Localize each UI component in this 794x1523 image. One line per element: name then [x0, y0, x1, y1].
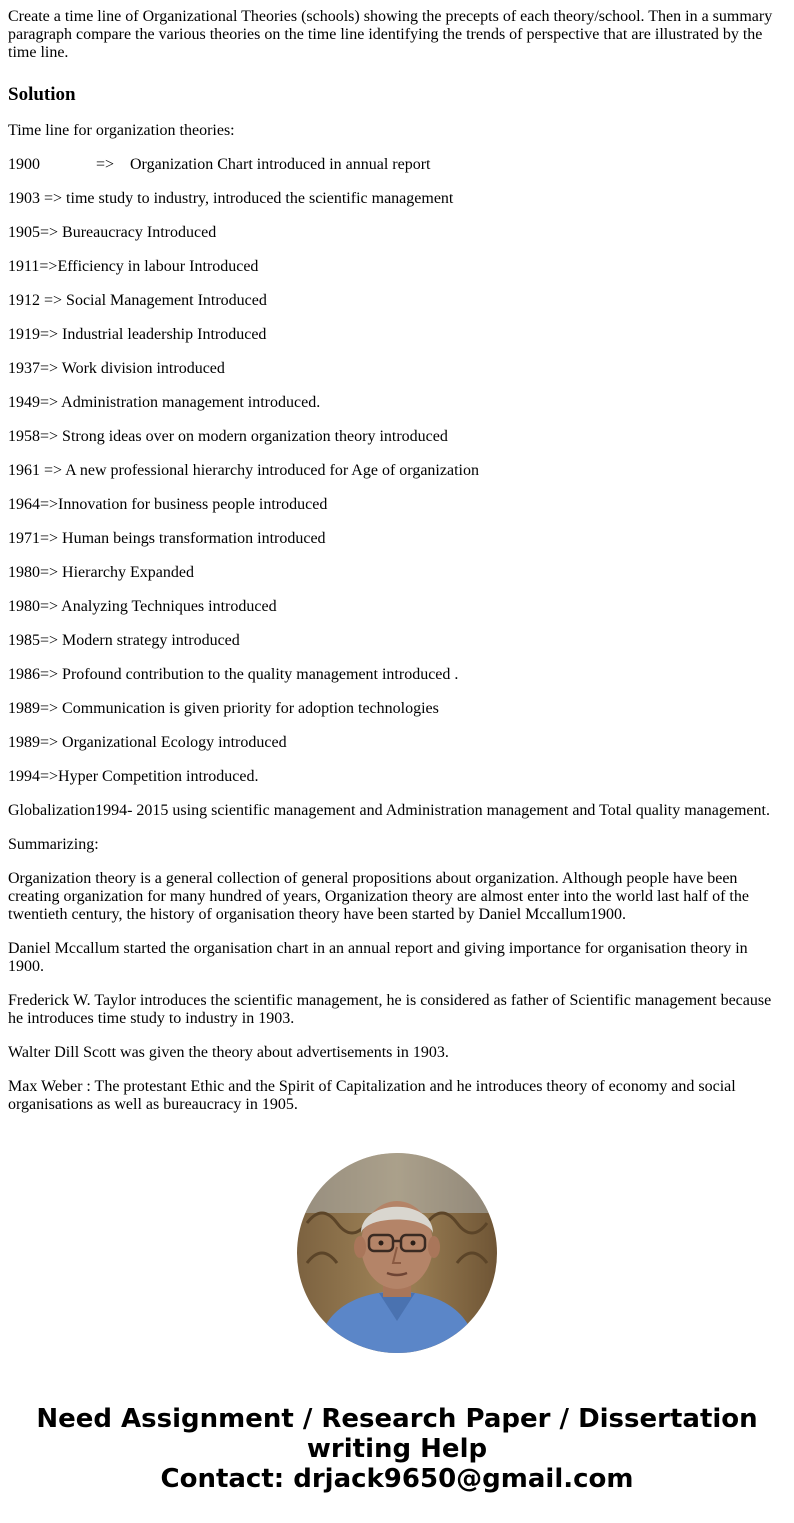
timeline-entry: 1937=> Work division introduced [8, 360, 225, 377]
summary-paragraph: Walter Dill Scott was given the theory about advertisements in 1903. [8, 1044, 449, 1061]
timeline-entry: 1980=> Hierarchy Expanded [8, 564, 194, 581]
solution-heading: Solution [8, 84, 76, 105]
timeline-entry: 1989=> Communication is given priority for adoption technologies [8, 700, 439, 717]
timeline-entry: 1986=> Profound contribution to the quality management introduced . [8, 666, 459, 683]
timeline-intro: Time line for organization theories: [8, 122, 235, 139]
timeline-year: 1900 [8, 156, 40, 173]
timeline-entry: 1964=>Innovation for business people introduced [8, 496, 328, 513]
summary-paragraph: Frederick W. Taylor introduces the scientific management, he is considered as father of Scientific management because he introduces time study to industry in 1903. [8, 992, 772, 1027]
timeline-entry-globalization: Globalization1994- 2015 using scientific management and Administration management and Total quality management. [8, 802, 770, 819]
document-content [8, 8, 778, 1130]
timeline-entry: 1971=> Human beings transformation introduced [8, 530, 326, 547]
timeline-entry: 1912 => Social Management Introduced [8, 292, 267, 309]
timeline-entry: 1980=> Analyzing Techniques introduced [8, 598, 277, 615]
timeline-entry: 1911=>Efficiency in labour Introduced [8, 258, 259, 275]
timeline-arrow: => [96, 156, 115, 173]
question-text: Create a time line of Organizational Theories (schools) showing the precepts of each theory/school. Then in a summary paragraph compare the various theories on the time line identifying the trends of perspective that are illustrated by the time line. [8, 8, 773, 61]
footer-banner [0, 1404, 794, 1494]
timeline-entry: 1961 => A new professional hierarchy introduced for Age of organization [8, 462, 479, 479]
timeline-entry: 1919=> Industrial leadership Introduced [8, 326, 267, 343]
timeline-entry-1900 [8, 156, 778, 174]
timeline-entry: 1905=> Bureaucracy Introduced [8, 224, 217, 241]
timeline-entry: 1989=> Organizational Ecology introduced [8, 734, 287, 751]
timeline-entry: 1994=>Hyper Competition introduced. [8, 768, 259, 785]
timeline-entry: 1903 => time study to industry, introduced the scientific management [8, 190, 454, 207]
summary-paragraph: Organization theory is a general collection of general propositions about organization. Although people have been creating organization for many hundred of years, Organization theory are almost enter into the world last half of the twentieth century, the history of organisation theory have been started by Daniel Mccallum1900. [8, 870, 749, 923]
summary-paragraph: Daniel Mccallum started the organisation chart in an annual report and giving importance for organisation theory in 1900. [8, 940, 748, 975]
timeline-entry: 1958=> Strong ideas over on modern organization theory introduced [8, 428, 448, 445]
footer-help-line: Need Assignment / Research Paper / Dissertation writing Help [36, 1404, 758, 1464]
timeline-entry: 1949=> Administration management introduced. [8, 394, 321, 411]
summary-heading: Summarizing: [8, 836, 99, 853]
timeline-text: Organization Chart introduced in annual report [130, 156, 431, 173]
timeline-entry: 1985=> Modern strategy introduced [8, 632, 240, 649]
author-avatar [297, 1153, 497, 1353]
avatar-portrait [297, 1153, 497, 1353]
footer-contact-line: Contact: drjack9650@gmail.com [160, 1464, 634, 1494]
summary-paragraph: Max Weber : The protestant Ethic and the Spirit of Capitalization and he introduces theory of economy and social organisations as well as bureaucracy in 1905. [8, 1078, 736, 1113]
